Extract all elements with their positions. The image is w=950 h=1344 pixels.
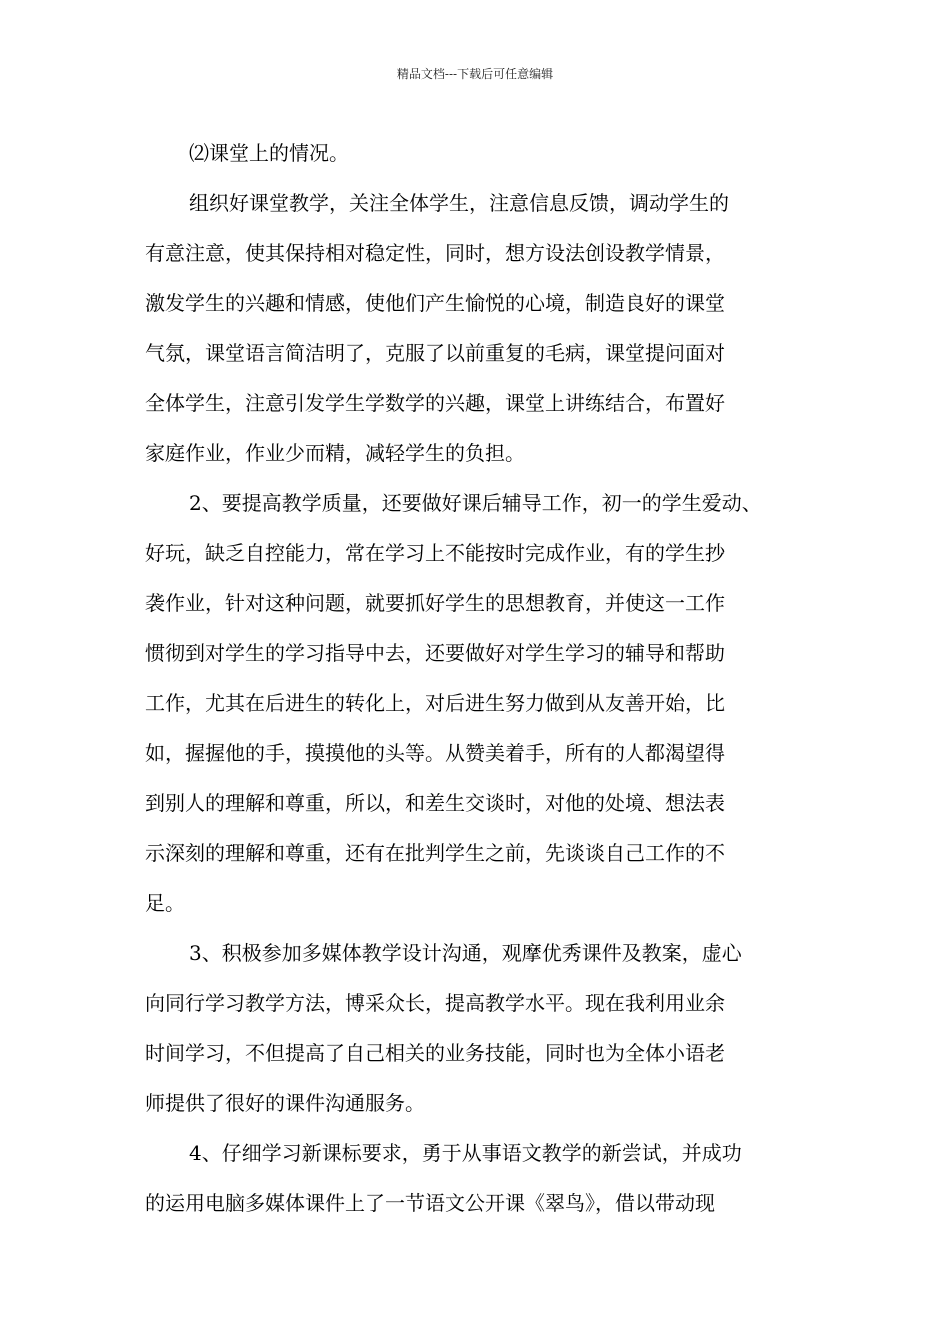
text-line: 到别人的理解和尊重，所以，和差生交谈时，对他的处境、想法表 <box>145 791 725 815</box>
text-line: 4、仔细学习新课标要求，勇于从事语文教学的新尝试，并成功 <box>189 1141 742 1165</box>
paragraph-5 <box>145 1128 813 1228</box>
text-line: 组织好课堂教学，关注全体学生，注意信息反馈，调动学生的 <box>189 191 729 215</box>
text-line: 时间学习，不但提高了自己相关的业务技能，同时也为全体小语老 <box>145 1041 725 1065</box>
text-line: 师提供了很好的课件沟通服务。 <box>145 1091 425 1115</box>
text-line: 的运用电脑多媒体课件上了一节语文公开课《翠鸟》，借以带动现 <box>145 1191 715 1215</box>
text-line: 全体学生，注意引发学生学数学的兴趣，课堂上讲练结合，布置好 <box>145 391 725 415</box>
text-line: 示深刻的理解和尊重，还有在批判学生之前，先谈谈自己工作的不 <box>145 841 725 865</box>
text-line: 工作，尤其在后进生的转化上，对后进生努力做到从友善开始，比 <box>145 691 725 715</box>
text-line: 气氛，课堂语言简洁明了，克服了以前重复的毛病，课堂提问面对 <box>145 341 725 365</box>
text-line: 2、要提高教学质量，还要做好课后辅导工作，初一的学生爱动、 <box>189 491 762 515</box>
text-line: 激发学生的兴趣和情感，使他们产生愉悦的心境，制造良好的课堂 <box>145 291 725 315</box>
text-line: 向同行学习教学方法，博采众长，提高教学水平。现在我利用业余 <box>145 991 725 1015</box>
text-line: 惯彻到对学生的学习指导中去，还要做好对学生学习的辅导和帮助 <box>145 641 725 665</box>
text-line: 如，握握他的手，摸摸他的头等。从赞美着手，所有的人都渴望得 <box>145 741 725 765</box>
text-line: 家庭作业，作业少而精，减轻学生的负担。 <box>145 441 525 465</box>
page-header: 精品文档---下载后可任意编辑 <box>396 67 554 81</box>
text-line: 好玩，缺乏自控能力，常在学习上不能按时完成作业，有的学生抄 <box>145 541 725 565</box>
document-body <box>145 128 813 1228</box>
text-line: 有意注意，使其保持相对稳定性，同时，想方设法创设教学情景， <box>145 241 725 265</box>
text-line: 袭作业，针对这种问题，就要抓好学生的思想教育，并使这一工作 <box>145 591 725 615</box>
paragraph-3 <box>145 478 813 928</box>
paragraph-1 <box>145 128 813 178</box>
text-line: 足。 <box>145 891 185 915</box>
text-line: 3、积极参加多媒体教学设计沟通，观摩优秀课件及教案，虚心 <box>189 941 742 965</box>
paragraph-4 <box>145 928 813 1128</box>
text-line: ⑵课堂上的情况。 <box>189 141 349 165</box>
paragraph-2 <box>145 178 813 478</box>
